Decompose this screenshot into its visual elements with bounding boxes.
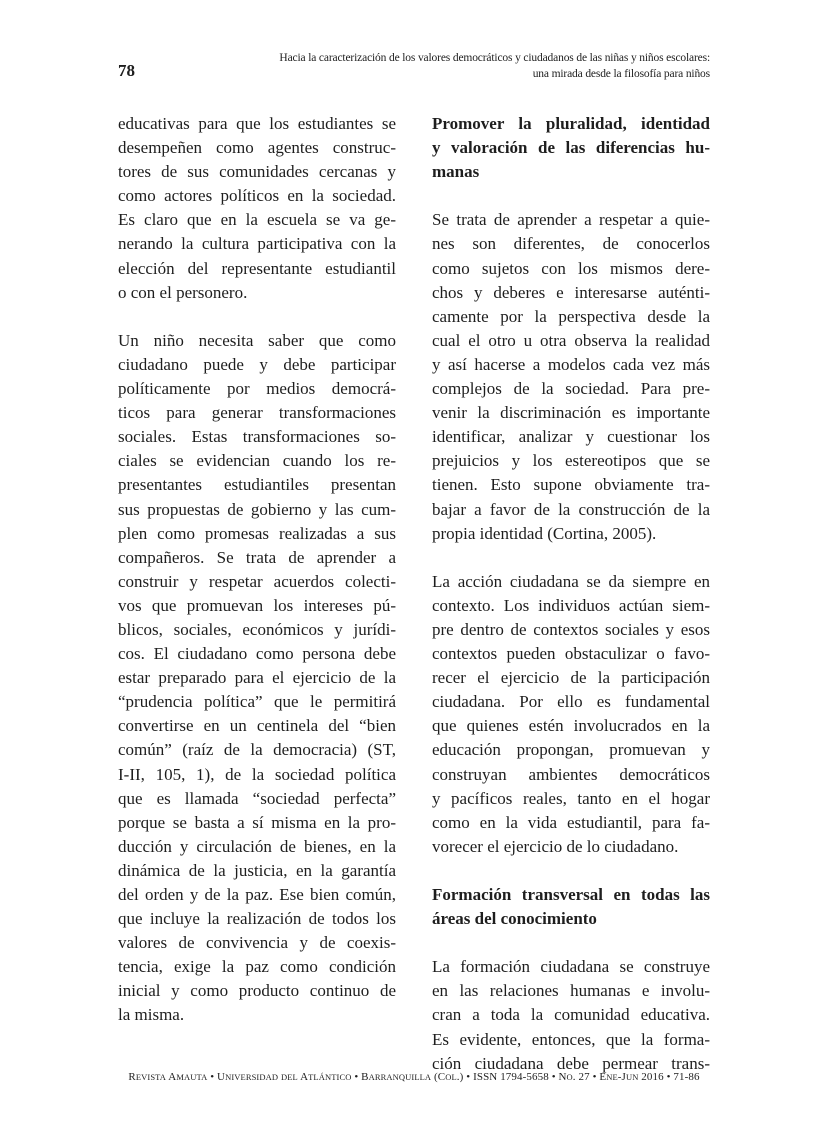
paragraph [432,570,710,859]
text-line: Un niño necesita saber que como [118,330,396,350]
text-line: blicos, sociales, económicos y jurídi- [118,619,396,639]
text-line: recer el ejercicio de la participación [432,668,710,688]
text-line: la misma. [118,1005,185,1025]
text-line: nes son diferentes, de conocerlos [432,234,710,254]
text-line: identificar, analizar y cuestionar los [432,427,710,447]
text-line: presentantes estudiantiles presentan [118,475,396,495]
text-line: venir la discriminación es importante [432,403,710,423]
section-heading [432,112,710,184]
text-line: como en la vida estudiantil, para fa- [432,812,710,832]
text-line: y así hacerse a modelos cada vez más [432,354,710,374]
text-line: ticos para generar transformaciones [118,403,396,423]
text-line: La formación ciudadana se construye [432,957,710,977]
text-line: propia identidad (Cortina, 2005). [432,523,657,543]
right-column [432,112,710,1076]
text-line: sus propuestas de gobierno y las cum- [118,499,396,519]
running-head-line-2: una mirada desde la filosofía para niños [532,68,710,80]
text-line: como sujetos con los mismos dere- [432,258,710,278]
text-line: ción ciudadana debe permear trans- [432,1053,710,1073]
text-line: desempeñen como agentes construc- [118,138,396,158]
text-line: prejuicios y los estereotipos que se [432,451,710,471]
text-line: inicial y como producto continuo de [118,981,396,1001]
text-line: “prudencia política” que le permitirá [118,692,396,712]
text-line: La acción ciudadana se da siempre en [432,571,710,591]
text-line: o con el personero. [118,282,248,302]
text-line: Es evidente, entonces, que la forma- [432,1029,710,1049]
text-line: áreas del conocimiento [432,909,597,929]
text-line: I-II, 105, 1), de la sociedad política [118,764,396,784]
text-line: que incluye la realización de todos los [118,909,396,929]
text-line: sociales. Estas transformaciones so- [118,427,396,447]
text-line: ducción y circulación de bienes, en la [118,836,396,856]
page-number: 78 [118,61,135,80]
text-line: valores de convivencia y de coexis- [118,933,396,953]
text-line: camente por la perspectiva desde la [432,306,710,326]
text-line: chos y deberes e interesarse auténti- [432,282,710,302]
text-line: tencia, exige la paz como condición [118,957,396,977]
paragraph [118,112,396,305]
text-line: común” (raíz de la democracia) (ST, [118,740,396,760]
text-line: ciales se evidencian cuando los re- [118,451,396,471]
text-line: vorecer el ejercicio de lo ciudadano. [432,836,679,856]
text-line: Promover la pluralidad, identidad [432,114,710,133]
text-line: manas [432,162,480,182]
text-line: Formación transversal en todas las [432,885,710,904]
text-line: que quienes estén involucrados en la [432,716,710,736]
text-line: plen como promesas realizadas a sus [118,523,396,543]
text-line: políticamente por medios democrá- [118,379,396,399]
text-line: tienen. Esto supone obviamente tra- [432,475,710,495]
text-line: que es llamada “sociedad perfecta” [118,788,396,808]
text-line: contextos pueden obstaculizar o favo- [432,644,710,664]
text-line: ciudadana. Por ello es fundamental [432,692,710,712]
text-line: compañeros. Se trata de aprender a [118,547,396,567]
text-line: contexto. Los individuos actúan siem- [432,595,710,615]
text-line: elección del representante estudiantil [118,258,396,278]
text-line: complejos de la sociedad. Para pre- [432,379,710,399]
text-line: construyan ambientes democráticos [432,764,710,784]
text-line: en las relaciones humanas e involu- [432,981,710,1001]
text-line: del orden y de la paz. Ese bien común, [118,885,396,904]
text-line: Se trata de aprender a respetar a quie- [432,210,710,230]
running-head-line-1: Hacia la caracterización de los valores democráticos y ciudadanos de las niñas y niños escolares: [279,52,710,64]
text-line: porque se basta a sí misma en la pro- [118,812,396,832]
footer: REVISTA AMAUTA • UNIVERSIDAD DEL ATLÁNTICO • BARRANQUILLA (COL.) • ISSN 1794-5658 • NO. 27 • ENE-JUN 2016 • 71-86 [128,1071,700,1083]
text-line: cual el otro u otra observa la realidad [432,330,710,350]
text-line: educación propongan, promuevan y [432,740,710,760]
paragraph [432,208,710,545]
text-line: construir y respetar acuerdos colecti- [118,571,396,591]
running-head [279,50,710,82]
text-line: bajar a favor de la construcción de la [432,499,710,519]
text-line: pre dentro de contextos sociales y esos [432,619,710,639]
text-line: cran a toda la comunidad educativa. [432,1005,710,1025]
text-line: Es claro que en la escuela se va ge- [118,210,396,230]
text-line: y valoración de las diferencias hu- [432,138,710,158]
text-line: nerando la cultura participativa con la [118,234,396,254]
text-line: dinámica de la justicia, en la garantía [118,860,396,880]
section-heading [432,883,710,931]
text-line: ciudadano puede y debe participar [118,354,396,374]
text-line: cos. El ciudadano como persona debe [118,644,396,664]
text-line: como actores políticos en la sociedad. [118,186,396,206]
text-line: y pacíficos reales, tanto en el hogar [432,788,710,808]
text-line: convertirse en un centinela del “bien [118,716,396,736]
paragraph [118,329,396,1028]
text-line: educativas para que los estudiantes se [118,114,396,133]
text-line: vos que promuevan los intereses pú- [118,595,396,615]
left-column [118,112,396,1028]
text-line: tores de sus comunidades cercanas y [118,162,396,182]
paragraph [432,955,710,1075]
text-line: estar preparado para el ejercicio de la [118,668,396,688]
